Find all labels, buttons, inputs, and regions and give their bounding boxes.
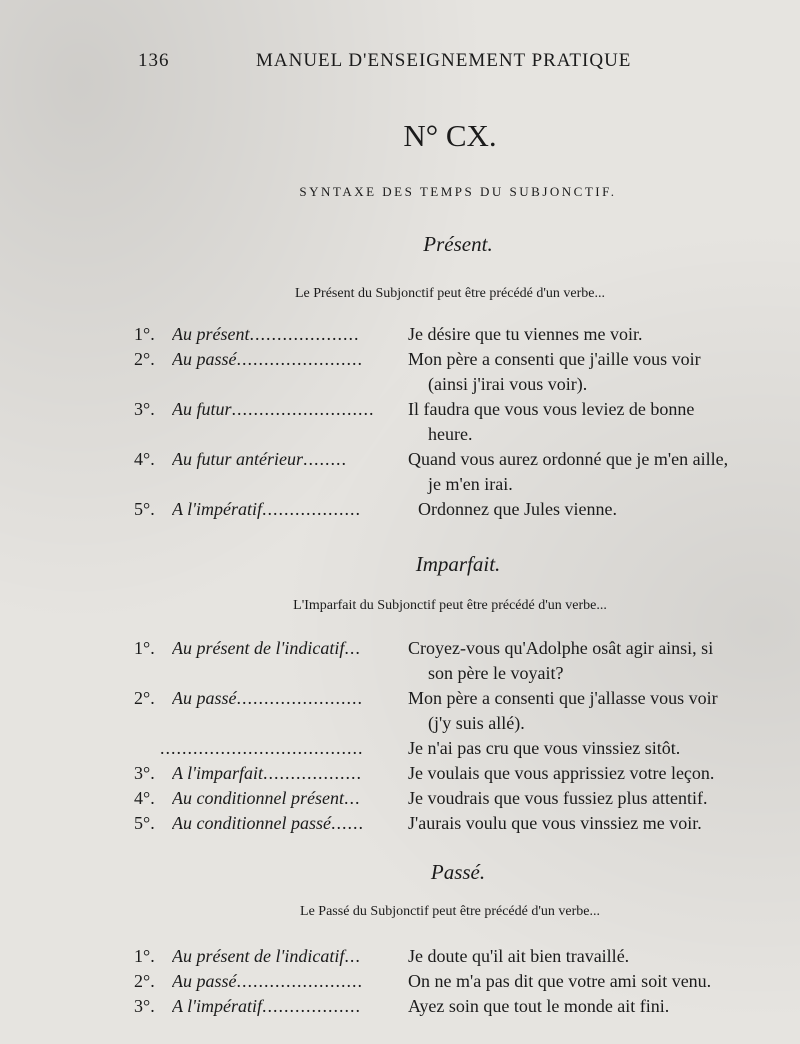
row-example: On ne m'a pas dit que votre ami soit venu. [408,971,712,991]
table-row [0,688,800,738]
row-label: Au présent.................... [172,324,360,344]
rows-present [0,324,800,524]
row-label: A l'imparfait.................. [172,763,363,783]
row-example: Je doute qu'il ait bien travaillé. [408,946,630,966]
row-example-continued: je m'en irai. [428,474,513,494]
running-head: MANUEL D'ENSEIGNEMENT PRATIQUE [256,50,632,71]
row-index: 1°. [134,946,155,966]
row-label: A l'impératif.................. [172,996,362,1016]
row-index: 2°. [134,349,155,369]
row-example: Il faudra que vous vous leviez de bonne [408,399,695,419]
row-example: Quand vous aurez ordonné que je m'en aille, [408,449,729,469]
row-label: Au passé....................... [172,688,363,708]
row-index: 2°. [134,971,155,991]
row-example: Croyez-vous qu'Adolphe osât agir ainsi, si [408,638,714,658]
row-label: Au présent de l'indicatif... [172,638,361,658]
heading-passe: Passé. [430,860,486,884]
row-index: 4°. [134,788,155,808]
row-index: 4°. [134,449,155,469]
table-row [0,499,800,524]
row-index: 3°. [134,399,155,419]
table-row [0,399,800,449]
row-example: Ordonnez que Jules vienne. [418,499,617,519]
row-example: J'aurais voulu que vous vinssiez me voir. [408,813,702,833]
row-example: Je voudrais que vous fussiez plus attentif. [408,788,708,808]
table-row [0,971,800,996]
row-index: 5°. [134,499,155,519]
table-row [0,946,800,971]
intro-imparfait: L'Imparfait du Subjonctif peut être précédé d'un verbe... [293,598,607,613]
table-row [0,449,800,499]
row-example: Je voulais que vous apprissiez votre leçon. [408,763,715,783]
row-example: Je désire que tu viennes me voir. [408,324,643,344]
row-label: Au conditionnel passé...... [172,813,364,833]
row-label: Au passé....................... [172,971,363,991]
row-example-continued: son père le voyait? [428,663,564,683]
table-row [0,738,800,763]
row-label: ..................................... [160,738,364,758]
table-row [0,324,800,349]
row-example: Mon père a consenti que j'allasse vous voir [408,688,718,708]
intro-passe: Le Passé du Subjonctif peut être précédé d'un verbe... [300,904,600,919]
page-number: 136 [138,50,170,71]
section-title: SYNTAXE DES TEMPS DU SUBJONCTIF. [299,184,617,199]
row-index: 5°. [134,813,155,833]
exercise-number: N° CX. [403,118,497,153]
row-label: Au passé....................... [172,349,363,369]
row-example-continued: heure. [428,424,473,444]
row-label: Au conditionnel présent... [172,788,361,808]
rows-passe [0,946,800,1021]
row-label: Au futur.......................... [172,399,375,419]
table-row [0,813,800,838]
row-example-continued: (j'y suis allé). [428,713,525,733]
row-label: A l'impératif.................. [172,499,362,519]
row-index: 3°. [134,996,155,1016]
table-row [0,349,800,399]
row-example-continued: (ainsi j'irai vous voir). [428,374,588,394]
table-row [0,763,800,788]
row-example: Ayez soin que tout le monde ait fini. [408,996,670,1016]
row-example: Mon père a consenti que j'aille vous voir [408,349,701,369]
intro-present: Le Présent du Subjonctif peut être précédé d'un verbe... [294,286,606,301]
table-row [0,788,800,813]
row-index: 1°. [134,638,155,658]
row-index: 2°. [134,688,155,708]
row-index: 1°. [134,324,155,344]
rows-imparfait [0,638,800,838]
heading-imparfait: Imparfait. [415,552,501,576]
table-row [0,638,800,688]
row-label: Au futur antérieur........ [172,449,347,469]
heading-present: Présent. [423,232,493,256]
row-example: Je n'ai pas cru que vous vinssiez sitôt. [408,738,681,758]
table-row [0,996,800,1021]
row-index: 3°. [134,763,155,783]
row-label: Au présent de l'indicatif... [172,946,361,966]
